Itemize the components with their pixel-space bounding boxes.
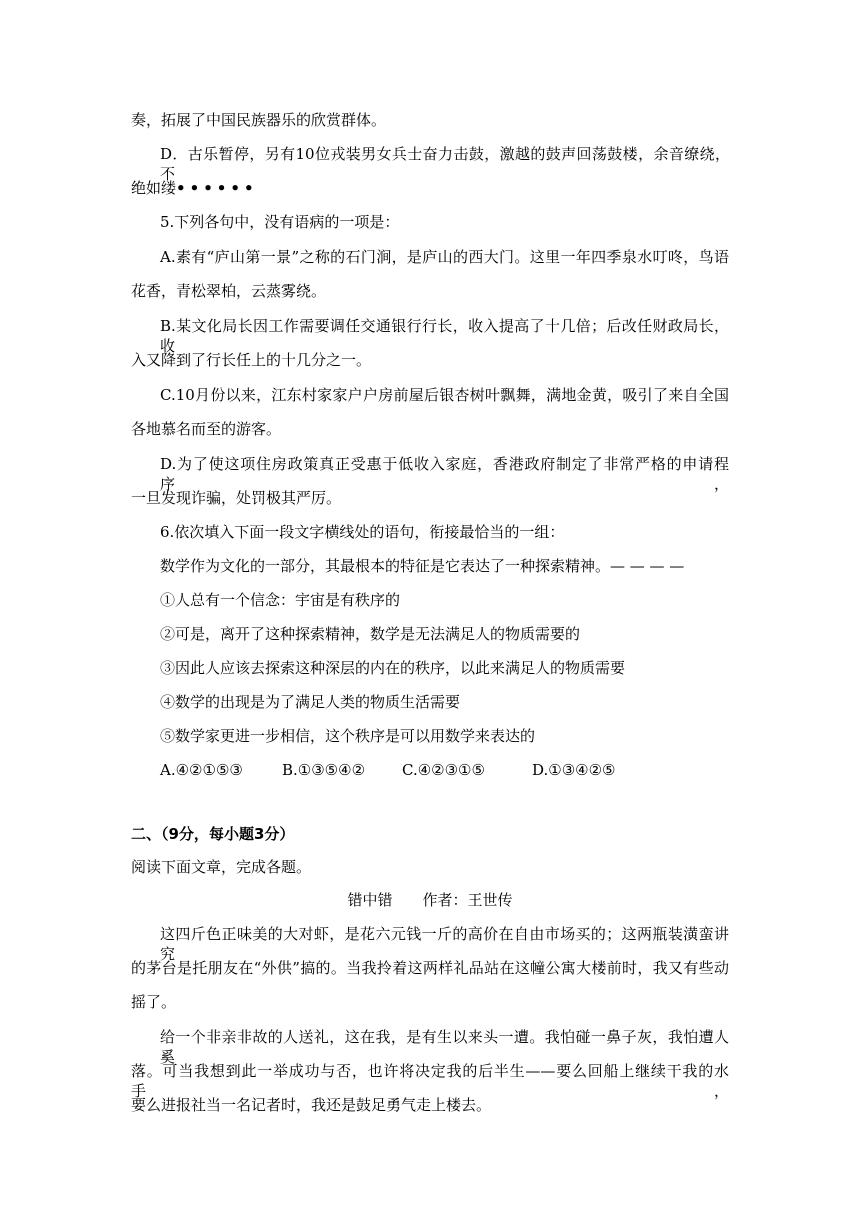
article-p2-line3: 要么进报社当一名记者时，我还是鼓足勇气走上楼去。 [131,1096,492,1114]
emphasized-phrase: 绝如缕 [131,179,177,197]
article-p1-line3: 摇了。 [131,993,177,1011]
q6-passage: 数学作为文化的一部分，其最根本的特征是它表达了一种探索精神。— — — — [160,557,685,575]
q6-option-b: B.①③⑤④② [282,761,366,779]
article-p2-line1: 给一个非亲非故的人送礼，这在我，是有生以来头一遭。我怕碰一鼻子灰，我怕遭人奚 [160,1028,729,1066]
q5-option-a-line2: 花香，青松翠柏，云蒸雾绕。 [131,282,327,300]
q6-item-4: ④数学的出现是为了满足人类的物质生活需要 [160,693,461,711]
q4-option-d-text: D．古乐暂停，另有10位戎装男女兵士奋力击鼓，激越的鼓声回荡鼓楼，余音缭绕，不 [160,145,730,183]
q6-stem: 6.依次填入下面一段文字横线处的语句，衔接最恰当的一组： [160,523,565,541]
q6-option-c: C.④②③①⑤ [402,761,485,779]
article-p2-line2: 落。可当我想到此一举成功与否，也许将决定我的后半生——要么回船上继续干我的水手， [131,1062,729,1100]
q5-option-d-line1: D.为了使这项住房政策真正受惠于低收入家庭，香港政府制定了非常严格的申请程序， [160,455,729,493]
q6-option-a: A.④②①⑤③ [160,761,243,779]
q5-option-d-line2: 一旦发现诈骗，处罚极其严厉。 [131,489,342,507]
q5-option-b-line2: 入又降到了行长任上的十几分之一。 [131,351,372,369]
section-2-heading: 二、（9分，每小题3分） [131,825,295,843]
article-p1-line2: 的茅台是托朋友在“外供”搞的。当我拎着这两样礼品站在这幢公寓大楼前时，我又有些动 [131,959,729,977]
q6-item-3: ③因此人应该去探索这种深层的内在的秩序，以此来满足人的物质需要 [160,659,626,677]
section-2-instruction: 阅读下面文章，完成各题。 [131,858,312,876]
q4-option-d-line2 [131,178,258,198]
q6-item-2: ②可是，离开了这种探索精神，数学是无法满足人的物质需要的 [160,625,581,643]
q5-stem: 5.下列各句中，没有语病的一项是： [160,213,400,231]
article-p1-line1: 这四斤色正味美的大对虾，是花六元钱一斤的高价在自由市场买的；这两瓶装潢蛮讲究 [160,925,729,963]
q6-item-1: ①人总有一个信念：宇宙是有秩序的 [160,591,401,609]
q6-item-5: ⑤数学家更进一步相信，这个秩序是可以用数学来表达的 [160,727,536,745]
ellipsis-dots: •••••• [176,179,258,197]
q6-option-d: D.①③④②⑤ [532,761,616,779]
q4-option-d-line1 [160,144,730,183]
article-title: 错中错 作者：王世传 [347,891,513,909]
q5-option-c-line2: 各地慕名而至的游客。 [131,420,282,438]
q4-continuation: 奏，拓展了中国民族器乐的欣赏群体。 [131,111,387,129]
q5-option-c-line1: C.10月份以来，江东村家家户户房前屋后银杏树叶飘舞，满地金黄，吸引了来自全国 [160,386,729,404]
q5-option-a-line1: A.素有“庐山第一景”之称的石门涧，是庐山的西大门。这里一年四季泉水叮咚，鸟语 [160,248,729,266]
q5-option-b-line1: B.某文化局长因工作需要调任交通银行行长，收入提高了十几倍；后改任财政局长，收 [160,317,729,355]
